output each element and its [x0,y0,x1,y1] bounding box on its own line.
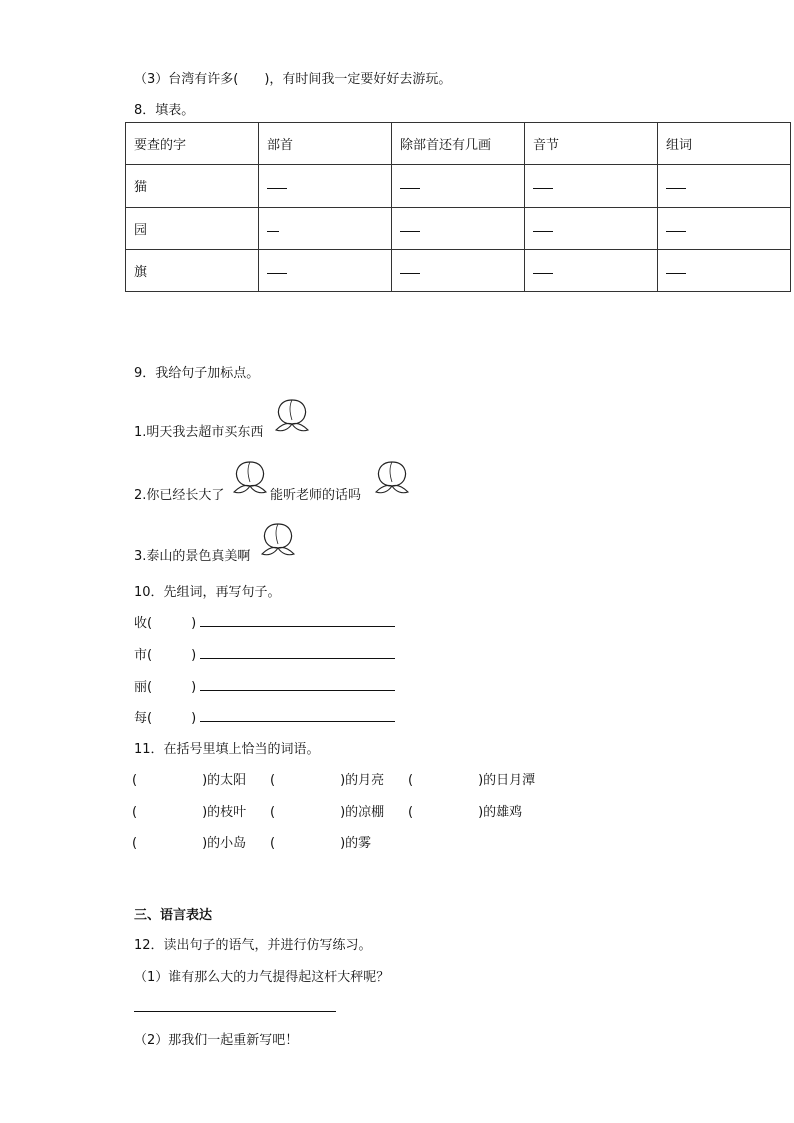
q10-title: 10．先组词，再写句子。 [134,585,281,600]
answer-blank[interactable] [259,207,392,249]
section-heading: 三、语言表达 [134,908,213,923]
q12-item-2: （2）那我们一起重新写吧！ [134,1033,299,1048]
q11-blank-item[interactable]: ( )的小岛 [132,836,247,851]
char-cell: 猫 [126,165,259,207]
peach-punctuation-icon[interactable] [230,458,270,496]
answer-blank[interactable] [259,165,392,207]
answer-blank[interactable] [259,249,392,291]
char-cell: 园 [126,207,259,249]
q11-blank-item[interactable]: ( )的月亮 [270,773,385,788]
answer-line[interactable] [200,626,395,627]
answer-blank[interactable] [658,165,791,207]
q9-sentence-3: 3.泰山的景色真美啊 [134,549,251,564]
q12-title: 12．读出句子的语气，并进行仿写练习。 [134,938,372,953]
answer-line[interactable] [200,658,395,659]
q11-blank-item[interactable]: ( )的雄鸡 [408,805,523,820]
answer-blank[interactable] [392,207,525,249]
q11-blank-item[interactable]: ( )的日月潭 [408,773,536,788]
q10-item: 收( ) [134,616,197,631]
char-cell: 旗 [126,249,259,291]
peach-punctuation-icon[interactable] [258,520,298,558]
answer-blank[interactable] [525,249,658,291]
answer-blank[interactable] [392,165,525,207]
q8-table [125,122,791,292]
q7-item3-text: （3）台湾有许多( )，有时间我一定要好好去游玩。 [134,72,452,87]
q11-blank-item[interactable]: ( )的太阳 [132,773,247,788]
table-header-row [126,123,791,165]
answer-line[interactable] [200,721,395,722]
q9-title: 9．我给句子加标点。 [134,366,260,381]
q9-sentence-2b: 能听老师的话吗 [270,488,362,503]
answer-blank[interactable] [525,165,658,207]
answer-line[interactable] [134,1011,336,1012]
table-header-cell: 要查的字 [126,123,259,165]
table-header-cell: 音节 [525,123,658,165]
table-row [126,165,791,207]
peach-punctuation-icon[interactable] [272,396,312,434]
table-header-cell: 除部首还有几画 [392,123,525,165]
q12-item-1: （1）谁有那么大的力气提得起这杆大秤呢？ [134,970,390,985]
answer-blank[interactable] [392,249,525,291]
table-header-cell: 组词 [658,123,791,165]
table-row [126,249,791,291]
q10-item: 丽( ) [134,680,197,695]
q11-blank-item[interactable]: ( )的凉棚 [270,805,385,820]
q10-item: 每( ) [134,711,197,726]
q9-sentence-1: 1.明天我去超市买东西 [134,425,264,440]
q9-sentence-2a: 2.你已经长大了 [134,488,225,503]
q10-item: 市( ) [134,648,197,663]
table-header-cell: 部首 [259,123,392,165]
q11-blank-item[interactable]: ( )的雾 [270,836,372,851]
answer-blank[interactable] [658,249,791,291]
answer-line[interactable] [200,690,395,691]
answer-blank[interactable] [525,207,658,249]
q8-title: 8．填表。 [134,103,195,118]
peach-punctuation-icon[interactable] [372,458,412,496]
answer-blank[interactable] [658,207,791,249]
q11-title: 11．在括号里填上恰当的词语。 [134,742,320,757]
q11-blank-item[interactable]: ( )的枝叶 [132,805,247,820]
table-row [126,207,791,249]
